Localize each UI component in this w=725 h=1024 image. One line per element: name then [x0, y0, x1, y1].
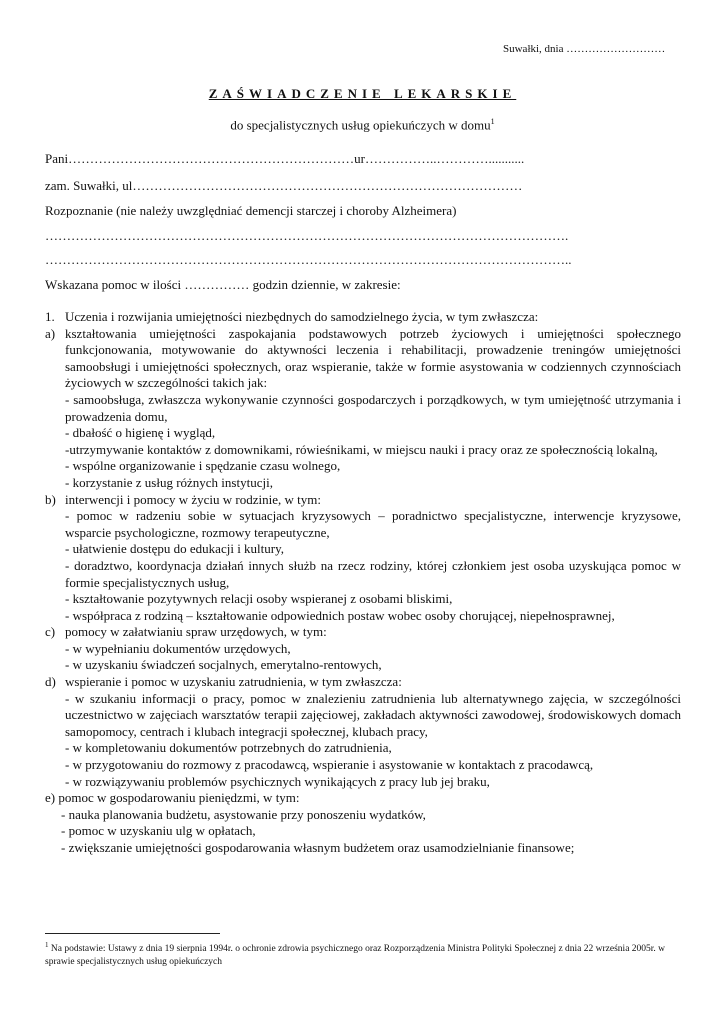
- list-item: - nauka planowania budżetu, asystowanie przy ponoszeniu wydatków,: [61, 806, 426, 822]
- list-marker: 1.: [45, 309, 55, 324]
- footnote: [45, 939, 695, 969]
- diagnosis-line-2[interactable]: …………………………………………………………………………………………………………..: [45, 252, 572, 267]
- list-item: - w przygotowaniu do rozmowy z pracodawcą, wspieranie i asystowanie w kontaktach z pracodawcą,: [65, 757, 594, 773]
- footnote-divider: [45, 933, 220, 934]
- diagnosis-line-1[interactable]: ………………………………………………………………………………………………………….: [45, 228, 569, 243]
- list-item: - korzystanie z usług różnych instytucji,: [65, 474, 273, 490]
- list-item: - pomoc w uzyskaniu ulg w opłatach,: [61, 823, 256, 839]
- list-item: - pomoc w radzeniu sobie w sytuacjach kryzysowych – poradnictwo specjalistyczne, interwencje kryzysowe, wsparcie psychologiczne, rozmowy terapeutyczne,: [65, 508, 681, 540]
- list-item: - w szukaniu informacji o pracy, pomoc w znalezieniu zatrudnienia lub alternatywnego zajęcia, w szczególności uczestnictwo w zajęciach warsztatów terapii zajęciowej, zakładach aktywności zawodowej, środowiskowych domach samopomocy, centrach i klubach integracji społecznej, klubach pracy,: [65, 690, 681, 739]
- list-item-1: [45, 309, 681, 326]
- footnote-reference: 1: [490, 117, 495, 126]
- list-marker: a): [45, 325, 56, 341]
- section-d-text: wspieranie i pomoc w uzyskaniu zatrudnienia, w tym zwłaszcza:: [65, 674, 402, 690]
- section-a: [45, 326, 681, 392]
- section-d: [45, 674, 681, 691]
- document-subtitle: [0, 117, 725, 133]
- list-item: - dbałość o higienę i wygląd,: [65, 425, 216, 441]
- list-item: -utrzymywanie kontaktów z domownikami, rówieśnikami, w miejscu nauki i pracy oraz ze społecznością lokalną,: [65, 441, 658, 457]
- document-title: ZAŚWIADCZENIE LEKARSKIE: [208, 86, 517, 101]
- list-marker: b): [45, 491, 56, 507]
- list-item: - kształtowanie pozytywnych relacji osoby wspieranej z osobami bliskimi,: [65, 591, 453, 607]
- diagnosis-label: Rozpoznanie (nie należy uwzględniać demencji starczej i choroby Alzheimera): [45, 203, 457, 218]
- address-field[interactable]: zam. Suwałki, ul………………………………………………………………………………: [45, 178, 523, 193]
- hours-field[interactable]: Wskazana pomoc w ilości …………… godzin dziennie, w zakresie:: [45, 277, 401, 292]
- list-item: - ułatwienie dostępu do edukacji i kultury,: [65, 541, 285, 557]
- section-c-text: pomocy w załatwianiu spraw urzędowych, w tym:: [65, 624, 327, 640]
- section-c: [45, 624, 681, 641]
- list-item: - wspólne organizowanie i spędzanie czasu wolnego,: [65, 458, 341, 474]
- section-e-text: e) pomoc w gospodarowaniu pieniędzmi, w tym:: [45, 790, 300, 806]
- date-line: Suwałki, dnia ………………………: [503, 43, 666, 55]
- list-item: - w rozwiązywaniu problemów psychicznych wynikających z pracy lub jej braku,: [65, 773, 490, 789]
- section-b-text: interwencji i pomocy w życiu w rodzinie, w tym:: [65, 491, 321, 507]
- list-marker: d): [45, 674, 56, 690]
- scope-list: [45, 309, 681, 857]
- section-b: [45, 492, 681, 509]
- list-item: - współpraca z rodziną – kształtowanie odpowiednich postaw wobec osoby chorującej, niepełnosprawnej,: [65, 607, 615, 623]
- list-item: - zwiększanie umiejętności gospodarowania własnym budżetem oraz usamodzielnianie finansowe;: [61, 840, 575, 855]
- section-a-text: kształtowania umiejętności zaspokajania podstawowych potrzeb życiowych i umiejętności społecznego funkcjonowania, motywowanie do aktywności leczenia i rehabilitacji, prowadzenie treningów umiejętności samoobsługi i umiejętności społecznych, oraz wspieranie, także w formie asystowania w codziennych czynnościach życiowych w szczególności takich jak:: [65, 325, 681, 391]
- list-item: - w kompletowaniu dokumentów potrzebnych do zatrudnienia,: [65, 740, 392, 756]
- list-marker: c): [45, 624, 56, 640]
- footnote-text: Na podstawie: Ustawy z dnia 19 sierpnia 1994r. o ochronie zdrowia psychicznego oraz Rozporządzenia Ministra Polityki Społecznej z dnia 22 września 2005r. w sprawie specjalistycznych usług opiekuńczych: [45, 944, 666, 968]
- patient-name-field[interactable]: Pani…………………………………………………………ur……………..…………...........: [45, 151, 525, 166]
- list-item: - samoobsługa, zwłaszcza wykonywanie czynności gospodarczych i porządkowych, w tym umiejętność utrzymania i prowadzenia domu,: [65, 391, 681, 424]
- footnote-marker: 1: [45, 941, 49, 949]
- list-item: - doradztwo, koordynacja działań innych służb na rzecz rodziny, której członkiem jest osoba uzyskująca pomoc w formie specjalistycznych usług,: [65, 557, 681, 590]
- list-item-text: Uczenia i rozwijania umiejętności niezbędnych do samodzielnego życia, w tym zwłaszcza:: [65, 309, 539, 324]
- subtitle-text: do specjalistycznych usług opiekuńczych w domu: [230, 117, 491, 133]
- list-item: - w wypełnianiu dokumentów urzędowych,: [65, 640, 291, 656]
- list-item: - w uzyskaniu świadczeń socjalnych, emerytalno-rentowych,: [65, 657, 382, 673]
